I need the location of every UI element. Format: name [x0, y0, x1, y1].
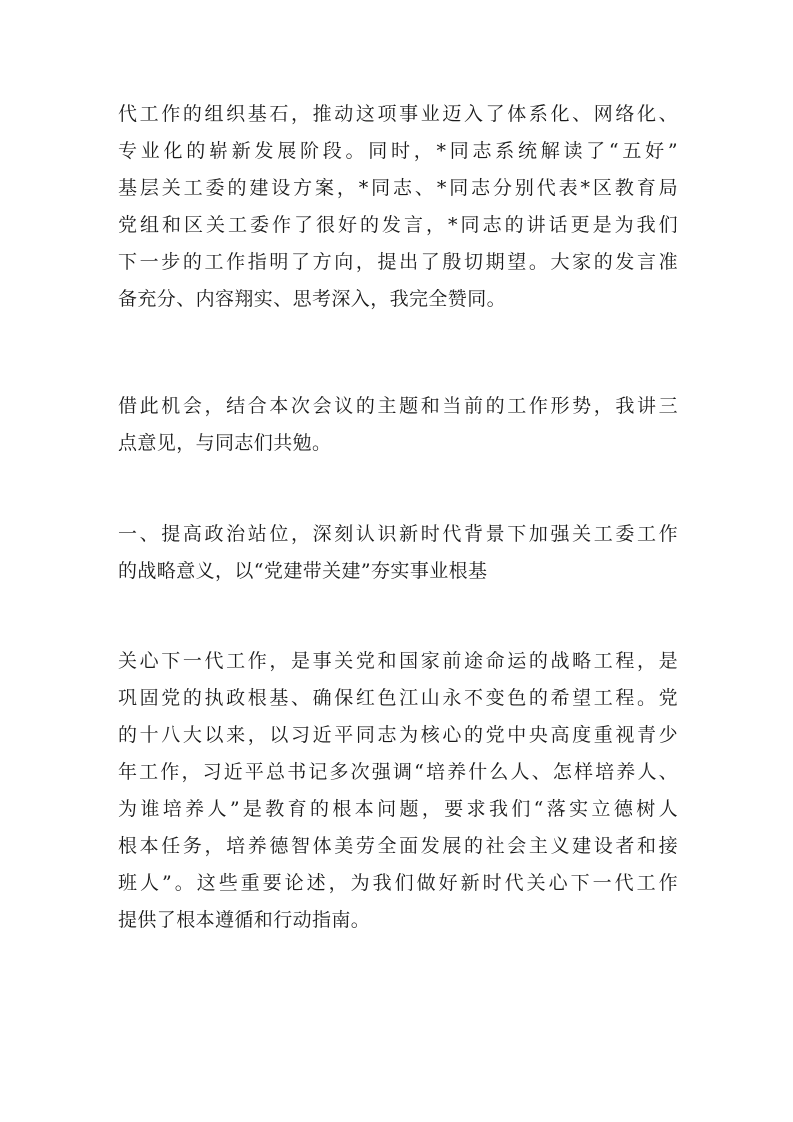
text-line: 专业化的崭新发展阶段。同时，*同志系统解读了“五好” — [118, 140, 678, 162]
text-line: 代工作的组织基石，推动这项事业迈入了体系化、网络化、 — [118, 103, 678, 125]
text-line: 年工作，习近平总书记多次强调“培养什么人、怎样培养人、 — [118, 761, 678, 783]
text-line: 班人”。这些重要论述，为我们做好新时代关心下一代工作 — [118, 872, 678, 894]
paragraph-1 — [118, 96, 678, 318]
text-line: 为谁培养人”是教育的根本问题，要求我们“落实立德树人 — [118, 798, 678, 820]
section-heading — [118, 516, 678, 590]
text-line: 下一步的工作指明了方向，提出了殷切期望。大家的发言准 — [118, 251, 678, 273]
text-line: 巩固党的执政根基、确保红色江山永不变色的希望工程。党 — [118, 687, 678, 709]
paragraph-3 — [118, 643, 678, 939]
text-line: 基层关工委的建设方案，*同志、*同志分别代表*区教育局 — [118, 177, 678, 199]
text-line: 点意见，与同志们共勉。 — [118, 432, 332, 454]
text-line: 根本任务，培养德智体美劳全面发展的社会主义建设者和接 — [118, 835, 678, 857]
text-line: 党组和区关工委作了很好的发言，*同志的讲话更是为我们 — [118, 214, 678, 236]
text-line: 提供了根本遵循和行动指南。 — [118, 909, 371, 931]
text-line: 关心下一代工作，是事关党和国家前途命运的战略工程，是 — [118, 650, 678, 672]
paragraph-2 — [118, 388, 678, 462]
text-line: 备充分、内容翔实、思考深入，我完全赞同。 — [118, 288, 507, 310]
heading-line: 一、提高政治站位，深刻认识新时代背景下加强关工委工作 — [118, 523, 678, 545]
text-line: 借此机会，结合本次会议的主题和当前的工作形势，我讲三 — [118, 395, 678, 417]
heading-line: 的战略意义，以“党建带关建”夯实事业根基 — [118, 560, 488, 582]
text-line: 的十八大以来，以习近平同志为核心的党中央高度重视青少 — [118, 724, 678, 746]
